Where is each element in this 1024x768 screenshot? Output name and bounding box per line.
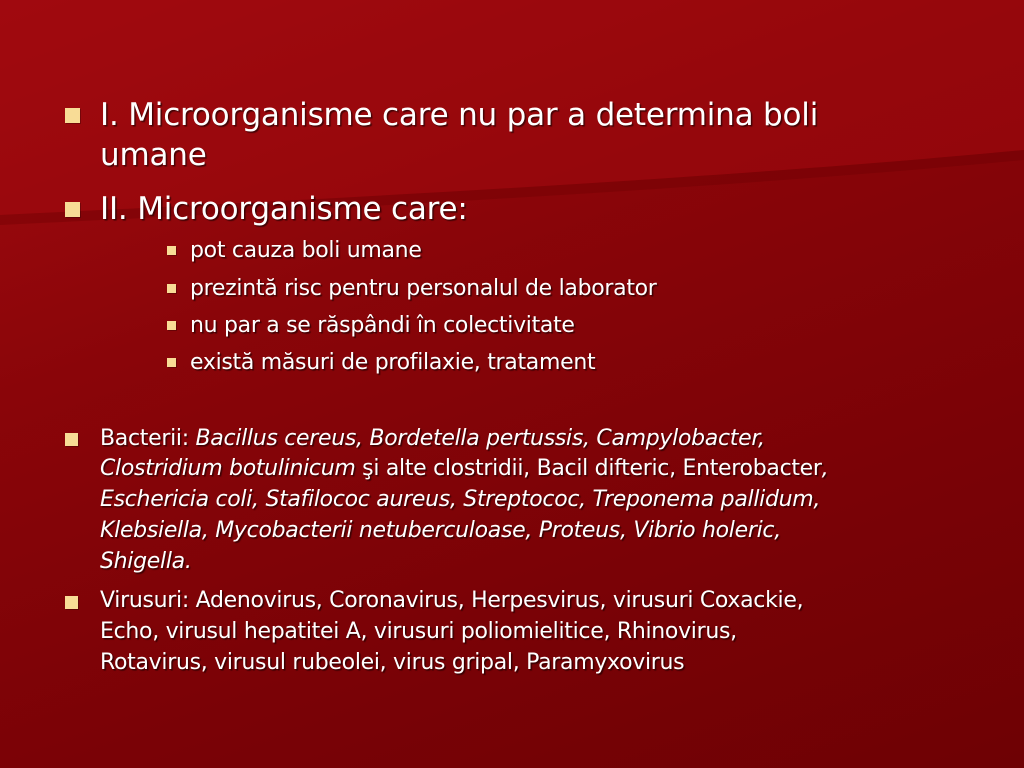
- sub-item-2: prezintă risc pentru personalul de laborator: [190, 276, 657, 301]
- bacteria-tail-2: ,: [821, 456, 829, 481]
- bacteria-line-3: Eschericia coli, Stafilococ aureus, Streptococ, Treponema pallidum,: [100, 487, 821, 512]
- bacteria-label: Bacterii:: [100, 426, 196, 451]
- main-item-1-line-1: I. Microorganisme care nu par a determina boli: [100, 97, 819, 133]
- small-square-bullet-icon: [167, 321, 176, 330]
- sub-item-4: există măsuri de profilaxie, tratament: [190, 350, 596, 375]
- small-square-bullet-icon: [167, 284, 176, 293]
- bacteria-italic-2: Clostridium botulinicum: [100, 456, 356, 481]
- square-bullet-icon: [65, 433, 78, 446]
- bacteria-line-4: Klebsiella, Mycobacterii netuberculoase, Proteus, Vibrio holeric,: [100, 518, 781, 543]
- viruses-line-2: Echo, virusul hepatitei A, virusuri poliomielitice, Rhinovirus,: [100, 619, 737, 644]
- bacteria-line-1: [100, 424, 765, 454]
- sub-item-1: pot cauza boli umane: [190, 238, 422, 263]
- viruses-line-3: Rotavirus, virusul rubeolei, virus gripal, Paramyxovirus: [100, 650, 685, 675]
- square-bullet-icon: [65, 202, 80, 217]
- bacteria-line-5: Shigella.: [100, 549, 192, 574]
- small-square-bullet-icon: [167, 246, 176, 255]
- small-square-bullet-icon: [167, 358, 176, 367]
- square-bullet-icon: [65, 596, 78, 609]
- sub-item-3: nu par a se răspândi în colectivitate: [190, 313, 575, 338]
- bacteria-normal-2: şi alte clostridii, Bacil difteric, Enterobacter: [355, 456, 822, 481]
- main-item-2: II. Microorganisme care:: [100, 191, 468, 227]
- main-item-1-line-2: umane: [100, 137, 207, 173]
- bacteria-line-2: [100, 454, 828, 484]
- square-bullet-icon: [65, 108, 80, 123]
- bacteria-italic-1: Bacillus cereus, Bordetella pertussis, Campylobacter,: [195, 426, 765, 451]
- viruses-line-1: Virusuri: Adenovirus, Coronavirus, Herpesvirus, virusuri Coxackie,: [100, 588, 804, 613]
